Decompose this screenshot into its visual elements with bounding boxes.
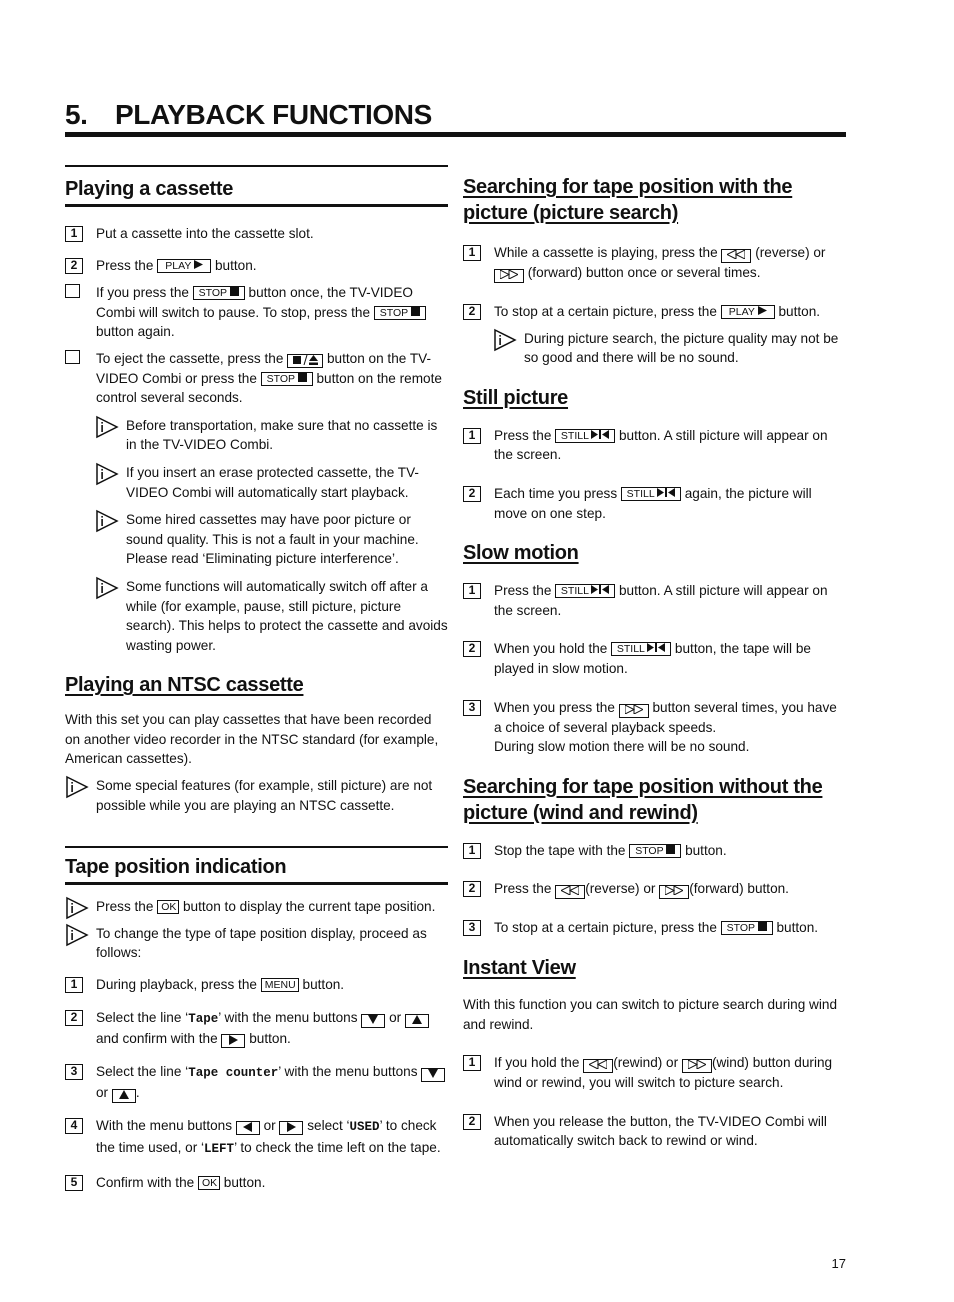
stop-square-icon <box>298 373 307 382</box>
info-note <box>65 510 448 569</box>
up-button-symbol <box>405 1014 429 1028</box>
section-title-wind: Searching for tape position without the picture (wind and rewind) <box>463 775 823 824</box>
section-rule-top <box>65 165 448 167</box>
right-arrow-icon <box>229 1035 238 1045</box>
step-number: 1 <box>463 1055 481 1071</box>
still-button-symbol <box>621 487 681 501</box>
chapter-title: PLAYBACK FUNCTIONS <box>115 99 432 130</box>
down-button-symbol <box>421 1068 445 1082</box>
step-text: or <box>96 1085 109 1101</box>
stop-square-icon <box>230 287 239 296</box>
info-icon <box>65 923 89 947</box>
step-number: 3 <box>65 1064 83 1080</box>
forward-icon <box>665 886 683 895</box>
step-text: Each time you press <box>494 485 618 501</box>
note-text: Some hired cassettes may have poor picture or sound quality. This is not a fault in your machine. Please read ‘Eliminating picture interference’. <box>126 512 419 567</box>
section-rule-top <box>65 846 448 848</box>
item-text: button on the remote control several seconds. <box>96 370 442 406</box>
info-note <box>65 897 448 917</box>
checkbox-bullet <box>65 284 80 298</box>
stop-button-symbol <box>374 306 426 320</box>
step-2 <box>65 256 448 276</box>
up-button-symbol <box>112 1089 136 1103</box>
still-frame-icon <box>647 643 665 652</box>
info-note <box>65 416 448 455</box>
up-arrow-icon <box>119 1090 129 1099</box>
step-text: button. <box>214 257 257 273</box>
step-number: 1 <box>65 226 83 242</box>
step-1 <box>65 224 448 244</box>
step-number: 2 <box>65 1010 83 1026</box>
step-text: If you hold the <box>494 1055 580 1071</box>
step-number: 1 <box>65 977 83 993</box>
step-number: 2 <box>463 486 481 502</box>
step-text: Stop the tape with the <box>494 842 626 858</box>
step-3 <box>65 1062 448 1104</box>
section-title-ntsc: Playing an NTSC cassette <box>65 674 304 697</box>
still-button-symbol <box>555 429 615 443</box>
btn-label: STILL <box>560 429 589 442</box>
info-note <box>65 924 448 963</box>
info-note <box>65 463 448 502</box>
reverse-icon <box>727 250 745 259</box>
step-text: again, the picture will move on one step. <box>494 485 812 521</box>
step-number: 4 <box>65 1118 83 1134</box>
step-1 <box>463 426 846 465</box>
step-2 <box>463 302 846 322</box>
play-arrow-icon <box>194 260 203 269</box>
info-note <box>463 329 846 368</box>
btn-label: STOP <box>198 287 227 300</box>
play-arrow-icon <box>758 306 767 315</box>
step-number: 1 <box>463 583 481 599</box>
note-text: button to display the current tape position. <box>182 899 436 915</box>
step-text: Press the <box>96 257 154 273</box>
item-text: If you press the <box>96 285 189 301</box>
left-arrow-icon <box>243 1122 252 1132</box>
step-text: button. <box>778 304 821 319</box>
step-3 <box>463 918 846 938</box>
step-number: 2 <box>463 1114 481 1130</box>
step-text: button. <box>223 1174 266 1190</box>
section-rule-bottom <box>65 882 448 885</box>
forward-button-symbol <box>659 885 689 899</box>
step-text: button. <box>685 842 727 858</box>
forward-button-symbol <box>619 704 649 718</box>
step-text: button. A still picture will appear on the screen. <box>494 427 828 463</box>
step-2 <box>65 1008 448 1049</box>
reverse-button-symbol <box>555 885 585 899</box>
note-text: To change the type of tape position display, proceed as follows: <box>96 925 427 961</box>
stop-button-symbol <box>193 286 245 300</box>
forward-icon <box>625 705 643 714</box>
item-text: button once, the TV-VIDEO Combi will switch to pause. To stop, press the <box>96 285 413 320</box>
step-text: ’ with the menu buttons <box>278 1063 418 1079</box>
step-text: During slow motion there will be no sound. <box>494 739 750 755</box>
page-title <box>65 98 432 132</box>
down-button-symbol <box>361 1014 385 1028</box>
step-4 <box>65 1116 448 1159</box>
section-rule-bottom <box>65 204 448 207</box>
step-text: (reverse) or <box>755 245 826 260</box>
note-text: Before transportation, make sure that no cassette is in the TV-VIDEO Combi. <box>126 417 438 453</box>
step-2 <box>463 1112 846 1151</box>
section-title-playing: Playing a cassette <box>65 178 234 200</box>
menu-line-name: Tape <box>188 1011 219 1026</box>
step-text: or <box>263 1118 276 1134</box>
step-text: Press the <box>494 881 552 897</box>
play-button-symbol <box>721 305 775 319</box>
step-text: During playback, press the <box>96 977 257 993</box>
step-text: (forward) button. <box>689 881 789 897</box>
step-text: select ‘ <box>307 1118 350 1134</box>
note-text: Some special features (for example, still picture) are not possible while you are playing an NTSC cassette. <box>96 778 433 813</box>
menu-option-name: USED <box>349 1120 380 1135</box>
step-3 <box>463 698 846 757</box>
forward-button-symbol <box>682 1059 712 1073</box>
title-rule <box>65 132 846 137</box>
btn-label: PLAY <box>728 306 755 318</box>
step-5 <box>65 1173 448 1193</box>
ok-button-symbol: OK <box>157 900 179 914</box>
info-icon <box>95 462 119 486</box>
stop-square-icon <box>758 922 767 931</box>
step-text: . <box>135 1085 140 1101</box>
right-button-symbol <box>279 1121 303 1135</box>
checkbox-bullet <box>65 350 80 364</box>
step-1 <box>463 1053 846 1093</box>
step-text: button. <box>302 977 345 993</box>
down-arrow-icon <box>368 1015 378 1024</box>
step-1 <box>463 243 846 283</box>
section-title-instant: Instant View <box>463 956 576 979</box>
eject-icon <box>292 355 318 365</box>
right-column <box>463 165 846 1151</box>
section-title-still: Still picture <box>463 386 569 409</box>
stop-button-symbol <box>629 844 681 858</box>
forward-icon <box>688 1060 706 1069</box>
info-icon <box>493 328 517 352</box>
step-number: 3 <box>463 920 481 936</box>
step-text: button several times, you have a choice of several playback speeds. <box>494 699 837 735</box>
item-text: To eject the cassette, press the <box>96 350 284 366</box>
reverse-icon <box>589 1060 607 1069</box>
stop-button-symbol <box>261 372 313 386</box>
right-button-symbol <box>221 1034 245 1048</box>
play-button-symbol <box>157 259 211 273</box>
step-text: Confirm with the <box>96 1174 195 1190</box>
step-2 <box>463 879 846 899</box>
reverse-button-symbol <box>583 1059 613 1073</box>
down-arrow-icon <box>428 1069 438 1078</box>
step-text: Press the <box>494 427 552 443</box>
page-number: 17 <box>831 1256 846 1271</box>
step-text: When you release the button, the TV-VIDEO Combi will automatically switch back to rewind or wind. <box>494 1113 827 1149</box>
step-text: button. A still picture will appear on the screen. <box>494 583 828 618</box>
step-text: (wind) button during wind or rewind, you will switch to picture search. <box>494 1055 833 1091</box>
instant-text: With this function you can switch to picture search during wind and rewind. <box>463 996 838 1032</box>
step-text: Select the line ‘ <box>96 1063 189 1079</box>
menu-button-symbol: MENU <box>261 978 299 992</box>
step-number: 2 <box>463 641 481 657</box>
ok-button-symbol: OK <box>198 1176 220 1190</box>
up-arrow-icon <box>412 1015 422 1024</box>
forward-button-symbol <box>494 269 524 283</box>
ntsc-text: With this set you can play cassettes that have been recorded on another video recorder in the NTSC standard (for example, American cassettes). <box>65 712 439 767</box>
step-text: (reverse) or <box>585 881 656 897</box>
step-number: 1 <box>463 245 481 261</box>
still-frame-icon <box>591 585 609 594</box>
chapter-number: 5. <box>65 99 88 130</box>
menu-option-name: LEFT <box>204 1142 235 1156</box>
btn-label: STILL <box>616 643 645 656</box>
btn-label: STOP <box>379 306 408 319</box>
step-text: To stop at a certain picture, press the <box>494 920 717 936</box>
info-icon <box>65 896 89 920</box>
left-button-symbol <box>236 1121 260 1135</box>
step-text: ’ with the menu buttons <box>218 1009 358 1025</box>
reverse-icon <box>561 886 579 895</box>
check-item-pause <box>65 283 448 342</box>
check-item-eject <box>65 349 448 408</box>
step-text: To stop at a certain picture, press the <box>494 304 717 319</box>
step-text: ’ to check the time used, or ‘ <box>96 1118 437 1155</box>
item-text: button on the TV-VIDEO Combi or press the <box>96 350 432 386</box>
step-text: When you press the <box>494 699 615 715</box>
btn-label: STOP <box>635 844 664 857</box>
btn-label: STOP <box>726 922 755 935</box>
step-number: 3 <box>463 700 481 716</box>
step-number: 2 <box>463 881 481 897</box>
step-1 <box>463 581 846 620</box>
section-title-slow: Slow motion <box>463 542 579 565</box>
step-number: 5 <box>65 1175 83 1191</box>
info-icon <box>95 415 119 439</box>
btn-label: STOP <box>266 372 295 385</box>
still-button-symbol <box>611 642 671 656</box>
step-2 <box>463 639 846 678</box>
step-text: ’ to check the time left on the tape. <box>234 1140 441 1155</box>
right-arrow-icon <box>287 1122 296 1132</box>
info-icon <box>65 775 89 799</box>
section-title-tape: Tape position indication <box>65 856 287 879</box>
step-text: Put a cassette into the cassette slot. <box>96 226 314 241</box>
step-number: 1 <box>463 843 481 859</box>
btn-label: STILL <box>626 487 655 500</box>
step-2 <box>463 484 846 523</box>
btn-label: PLAY <box>165 259 192 272</box>
step-text: or <box>389 1009 402 1025</box>
menu-line-name: Tape counter <box>188 1065 279 1080</box>
reverse-button-symbol <box>721 249 751 263</box>
step-text: While a cassette is playing, press the <box>494 245 718 260</box>
step-text: Select the line ‘ <box>96 1009 189 1025</box>
still-frame-icon <box>591 430 609 439</box>
step-number: 2 <box>65 258 83 274</box>
note-text: During picture search, the picture quality may not be so good and there will be no sound. <box>524 330 839 366</box>
step-text: button, the tape will be played in slow motion. <box>494 641 811 676</box>
eject-button-symbol <box>287 354 323 368</box>
info-note <box>65 577 448 655</box>
step-number: 1 <box>463 428 481 444</box>
left-column <box>65 165 448 1192</box>
note-text: Some functions will automatically switch off after a while (for example, pause, still picture, picture search). This helps to protect the cassette and avoids wasting power. <box>126 578 448 653</box>
step-text: button. <box>776 920 819 936</box>
step-number: 2 <box>463 304 481 320</box>
info-icon <box>95 576 119 600</box>
step-text: button. <box>249 1031 291 1047</box>
btn-label: STILL <box>560 585 589 598</box>
step-1 <box>65 975 448 995</box>
section-title-picture-search: Searching for tape position with the picture (picture search) <box>463 176 793 224</box>
step-text: (rewind) or <box>613 1055 679 1071</box>
still-frame-icon <box>657 488 675 497</box>
step-text: (forward) button once or several times. <box>527 265 761 280</box>
step-text: and confirm with the <box>96 1031 218 1047</box>
forward-icon <box>500 270 518 279</box>
stop-square-icon <box>666 845 675 854</box>
step-text: When you hold the <box>494 641 608 657</box>
step-1 <box>463 841 846 861</box>
item-text: button again. <box>96 324 175 340</box>
info-note <box>65 776 448 815</box>
stop-square-icon <box>411 307 420 316</box>
stop-button-symbol <box>721 921 773 935</box>
step-text: With the menu buttons <box>96 1118 233 1134</box>
note-text: Press the <box>96 899 154 915</box>
info-icon <box>95 509 119 533</box>
still-button-symbol <box>555 584 615 598</box>
note-text: If you insert an erase protected cassette, the TV-VIDEO Combi will automatically start playback. <box>126 464 419 500</box>
step-text: Press the <box>494 583 552 599</box>
